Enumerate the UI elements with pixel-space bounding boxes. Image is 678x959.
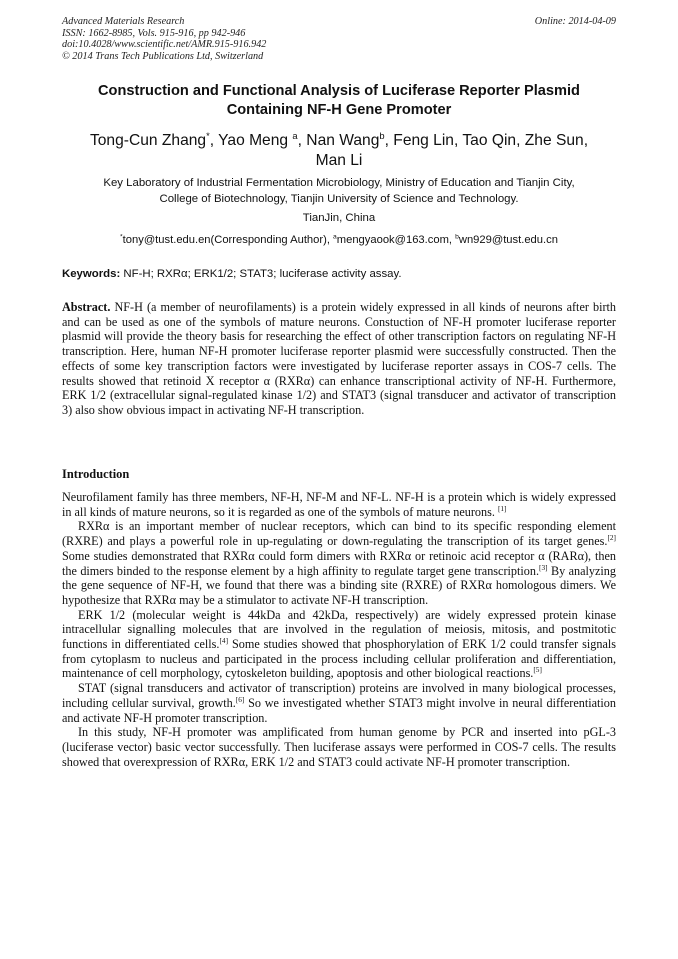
citation-ref[interactable]: [3] [539,562,548,572]
paragraph-text: So we investigated whether STAT3 might involve in neural differentiation and activate NF-H promoter transcription. [62,695,616,725]
paper-title [62,82,616,120]
intro-paragraph-4 [62,681,616,725]
intro-paragraph-2 [62,519,616,607]
citation-ref[interactable]: [6] [235,694,245,704]
keywords-label: Keywords: [62,268,121,280]
abstract [62,300,616,418]
citation-ref[interactable]: [2] [607,533,616,543]
email-b[interactable]: wn929@tust.edu.cn [458,234,558,246]
online-date: Online: 2014-04-09 [534,16,616,27]
title-line-1: Construction and Functional Analysis of Luciferase Reporter Plasmid [98,83,580,99]
author-names: , Feng Lin, Tao Qin, Zhe Sun, [384,132,589,149]
copyright-line: © 2014 Trans Tech Publications Ltd, Switzerland [62,50,264,62]
intro-paragraph-5: In this study, NF-H promoter was amplificated from human genome by PCR and inserted into pGL-3 (luciferase vector) basic vector successfully. Then luciferase assays were performed in COS-7 cells. The results showed that overexpression of RXRα, ERK 1/2 and STAT3 could activate NF-H promoter transcription. [62,725,616,769]
paragraph-text: Some studies demonstrated that RXRα could form dimers with RXRα or retinoic acid receptor α (RARα), then the dimers binded to the response element by a high affinity to regulate target gene transcription. [62,548,616,578]
email-mark: b [455,233,459,241]
paragraph-text: ERK 1/2 (molecular weight is 44kDa and 42kDa, respectively) are widely expressed protein kinase intracellular signalling molecules that are involved in the regulation of meiosis, mitosis, and postmitotic functions in differentiated cells. [62,607,616,652]
email-corresponding[interactable]: tony@tust.edu.en(Corresponding Author), [122,234,334,246]
author-name: Tong-Cun Zhang [89,132,207,149]
affiliation-line-2: College of Biotechnology, Tianjin University of Science and Technology. [159,192,519,205]
abstract-label: Abstract. [62,300,111,314]
affiliation [62,176,616,207]
citation-ref[interactable]: [1] [497,503,507,513]
issn-line: ISSN: 1662-8985, Vols. 915-916, pp 942-946 [62,27,246,39]
author-name: , Yao Meng [209,132,293,149]
email-mark: a [333,233,337,241]
author-list [62,131,616,171]
citation-ref[interactable]: [5] [533,665,542,675]
journal-name: Advanced Materials Research [62,16,185,27]
author-mark: a [292,130,298,141]
email-mark: * [120,233,123,241]
email-line [62,233,616,248]
paragraph-text: RXRα is an important member of nuclear receptors, which can bind to its specific responding element (RXRE) and plays a powerful role in up-regulating or down-regulating the transcription of its target genes. [62,519,616,549]
paragraph-text: By analyzing the gene sequence of NF-H, we found that there was a binding site (RXRE) of RXRα homologous dimers. We hypothesize that RXRα may be a stimulator to activate NF-H transcription. [62,563,616,607]
keywords [62,267,616,282]
keywords-text: NF-H; RXRα; ERK1/2; STAT3; luciferase activity assay. [120,268,402,280]
paragraph-text: Some studies showed that phosphorylation of ERK 1/2 could transfer signals from cytoplasm to nucleus and participated in the process including cellular proliferation and differentiation, maintenance of cell morphology, cytoskeleton building, apoptosis and other biological reactions. [62,637,617,681]
paragraph-text: STAT (signal transducers and activator of transcription) proteins are involved in many biological processes, including cellular survival, growth. [62,681,616,710]
affiliation-city: TianJin, China [302,212,376,224]
author-mark: b [379,130,385,141]
introduction-heading: Introduction [62,467,130,481]
doi-line[interactable]: doi:10.4028/www.scientific.net/AMR.915-916.942 [62,39,267,51]
author-name: , Nan Wang [297,132,380,149]
intro-paragraph-1 [62,490,616,519]
intro-paragraph-3 [62,608,616,682]
introduction-body [62,490,616,769]
abstract-text: NF-H (a member of neurofilaments) is a protein widely expressed in all kinds of neurons after birth and can be used as one of the symbols of mature neurons. Constuction of NF-H promoter luciferase reporter plasmid will provide the theory basis for researching the effect of other transcription factors on regulating NF-H transcription. Here, human NF-H promoter luciferase reporter plasmid were successfully constructed. Then the effects of some key transcription factors were investigated by luciferase reporter assays in COS-7 cells. The results showed that retinoid X receptor α (RXRα) can enhance transcriptional activity of NF-H. Furthermore, ERK 1/2 (extracellular signal-regulated kinase 1/2) and STAT3 (signal transducer and activator of transcription 3) also show obvious impact in activating NF-H transcription. [62,300,616,417]
affiliation-line-1: Key Laboratory of Industrial Fermentation Microbiology, Ministry of Education and Tianjin City, [103,177,575,189]
journal-header [62,16,616,62]
author-line-1 [62,131,616,151]
email-a[interactable]: mengyaook@163.com, [336,234,456,246]
title-line-2: Containing NF-H Gene Promoter [226,102,452,118]
citation-ref[interactable]: [4] [219,635,229,645]
author-mark: * [206,130,210,141]
paragraph-text: Neurofilament family has three members, NF-H, NF-M and NF-L. NF-H is a protein which is widely expressed in all kinds of mature neurons, so it is regarded as one of the symbols of mature neurons. [62,490,616,519]
author-line-2: Man Li [315,152,363,169]
